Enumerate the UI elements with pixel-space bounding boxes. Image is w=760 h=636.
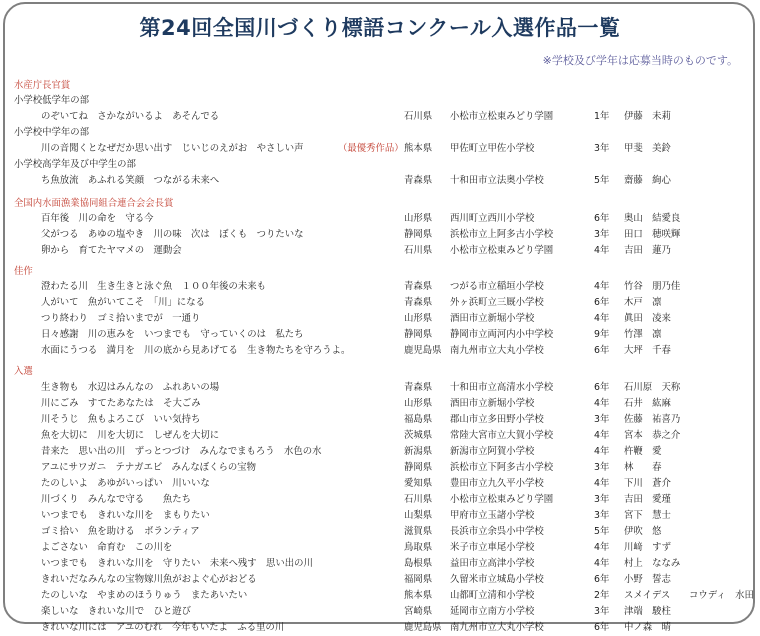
entry-row	[0, 173, 760, 189]
grade: 3年	[594, 606, 610, 617]
slogan-text: よごさない 命育む この川を	[41, 542, 173, 553]
grade: 5年	[594, 526, 610, 537]
school-name: 延岡市立南方小学校	[450, 606, 535, 617]
entry-row	[0, 311, 760, 327]
top-award-tag: （最優秀作品）	[338, 143, 404, 154]
student-name: 木戸 凛	[624, 297, 662, 308]
entry-row	[0, 556, 760, 572]
student-name: 伊吹 悠	[624, 526, 662, 537]
slogan-text: 生き物も 水辺はみんなの ふれあいの場	[41, 382, 220, 393]
entry-row	[0, 343, 760, 359]
grade: 4年	[594, 281, 610, 292]
grade: 3年	[594, 229, 610, 240]
grade: 4年	[594, 542, 610, 553]
award-category	[0, 364, 760, 380]
student-name: 石川原 天称	[624, 382, 681, 393]
student-name: 大坪 千春	[624, 345, 671, 356]
student-name: 林 春	[624, 462, 662, 473]
grade: 1年	[594, 111, 610, 122]
school-name: 酒田市立新堀小学校	[450, 313, 535, 324]
prefecture: 石川県	[404, 494, 433, 505]
grade: 6年	[594, 345, 610, 356]
grade: 4年	[594, 478, 610, 489]
prefecture: 滋賀県	[404, 526, 433, 537]
grade: 6年	[594, 297, 610, 308]
student-name: 吉田 蓮乃	[624, 245, 671, 256]
prefecture: 熊本県	[404, 143, 433, 154]
prefecture: 青森県	[404, 297, 433, 308]
entry-row	[0, 540, 760, 556]
student-name: 津端 駿柱	[624, 606, 671, 617]
grade: 2年	[594, 590, 610, 601]
entry-row	[0, 141, 760, 157]
prefecture: 青森県	[404, 175, 433, 186]
prefecture: 福島県	[404, 414, 433, 425]
school-name: 山都町立清和小学校	[450, 590, 535, 601]
prefecture: 福岡県	[404, 574, 433, 585]
slogan-text: 百年後 川の命を 守る今	[41, 213, 154, 224]
award-category	[0, 264, 760, 280]
school-name: 甲府市立玉諸小学校	[450, 510, 535, 521]
school-name: 浜松市立下阿多古小学校	[450, 462, 554, 473]
prefecture: 鳥取県	[404, 542, 433, 553]
award-category	[0, 196, 760, 212]
entry-row	[0, 243, 760, 259]
school-name: 小松市立松東みどり学園	[450, 111, 554, 122]
slogan-text: 楽しいな きれいな川で ひと遊び	[41, 606, 192, 617]
student-name: 竹澤 凛	[624, 329, 662, 340]
slogan-text: 川づくり みんなで守る 魚たち	[41, 494, 192, 505]
entry-row	[0, 460, 760, 476]
entry-row	[0, 327, 760, 343]
entry-row	[0, 476, 760, 492]
prefecture: 青森県	[404, 382, 433, 393]
entry-row	[0, 211, 760, 227]
school-name: 豊田市立九久平小学校	[450, 478, 544, 489]
division-heading	[0, 125, 760, 141]
student-name: 下川 蒼介	[624, 478, 671, 489]
student-name: 吉田 愛瑾	[624, 494, 671, 505]
prefecture: 山梨県	[404, 510, 433, 521]
grade: 6年	[594, 382, 610, 393]
division-label: 小学校高学年及び中学生の部	[14, 159, 136, 170]
entry-row	[0, 396, 760, 412]
entry-row	[0, 524, 760, 540]
footnote: ※学校及び学年は応募当時のものです。	[542, 54, 738, 67]
prefecture: 熊本県	[404, 590, 433, 601]
student-name: 村上 ななみ	[624, 558, 681, 569]
school-name: 酒田市立新堀小学校	[450, 398, 535, 409]
student-name: 石井 紘麻	[624, 398, 671, 409]
slogan-text: 魚を大切に 川を大切に しぜんを大切に	[41, 430, 220, 441]
student-name: 佐藤 祐喜乃	[624, 414, 681, 425]
entry-row	[0, 227, 760, 243]
grade: 6年	[594, 622, 610, 633]
prefecture: 山形県	[404, 213, 433, 224]
prefecture: 静岡県	[404, 329, 433, 340]
division-label: 小学校低学年の部	[14, 95, 90, 106]
prefecture: 宮崎県	[404, 606, 433, 617]
school-name: 小松市立松東みどり学園	[450, 245, 554, 256]
school-name: 南九州市立大丸小学校	[450, 345, 544, 356]
page-title: 第24回全国川づくり標語コンクール入選作品一覧	[139, 16, 621, 40]
grade: 6年	[594, 213, 610, 224]
entry-row	[0, 572, 760, 588]
student-name: 竹谷 朋乃佳	[624, 281, 681, 292]
slogan-text: きれいな川には アユのむれ 今年もいたよ ふる里の川	[41, 622, 285, 633]
prefecture: 山形県	[404, 398, 433, 409]
student-name: スメイデス コウディ 水田	[624, 590, 754, 601]
school-name: 新潟市立阿賀小学校	[450, 446, 535, 457]
slogan-text: 水面にうつる 満月を 川の底から見あげてる 生き物たちを守ろうよ。	[41, 345, 351, 356]
division-heading	[0, 157, 760, 173]
grade: 4年	[594, 245, 610, 256]
prefecture: 愛知県	[404, 478, 433, 489]
entry-row	[0, 109, 760, 125]
division-heading	[0, 93, 760, 109]
school-name: 静岡市立両河内小中学校	[450, 329, 554, 340]
student-name: 小野 誓志	[624, 574, 671, 585]
prefecture: 茨城県	[404, 430, 433, 441]
prefecture: 石川県	[404, 245, 433, 256]
award-category-label: 水産庁長官賞	[14, 80, 71, 91]
grade: 6年	[594, 574, 610, 585]
school-name: 郡山市立多田野小学校	[450, 414, 544, 425]
grade: 3年	[594, 414, 610, 425]
prefecture: 山形県	[404, 313, 433, 324]
student-name: 奥山 結愛良	[624, 213, 681, 224]
school-name: 西川町立西川小学校	[450, 213, 535, 224]
entry-row	[0, 444, 760, 460]
prefecture: 新潟県	[404, 446, 433, 457]
slogan-text: 日々感謝 川の恵みを いつまでも 守っていくのは 私たち	[41, 329, 304, 340]
grade: 4年	[594, 558, 610, 569]
student-name: 伊藤 未莉	[624, 111, 671, 122]
prefecture: 鹿児島県	[404, 622, 442, 633]
slogan-text: 川の音聞くとなぜだか思い出す じいじのえがお やさしい声	[41, 143, 304, 154]
grade: 4年	[594, 313, 610, 324]
school-name: 浜松市立上阿多古小学校	[450, 229, 554, 240]
student-name: 齋藤 絢心	[624, 175, 671, 186]
student-name: 杵鞭 愛	[624, 446, 662, 457]
school-name: 十和田市立法奥小学校	[450, 175, 544, 186]
grade: 3年	[594, 462, 610, 473]
student-name: 甲斐 美鈴	[624, 143, 671, 154]
student-name: 眞田 凌来	[624, 313, 671, 324]
slogan-text: いつまでも きれいな川を まもりたい	[41, 510, 210, 521]
award-category-label: 全国内水面漁業協同組合連合会会長賞	[14, 198, 174, 209]
entry-row	[0, 492, 760, 508]
student-name: 中ノ森 晴	[624, 622, 671, 633]
school-name: 米子市立車尾小学校	[450, 542, 535, 553]
entry-row	[0, 279, 760, 295]
entry-row	[0, 412, 760, 428]
slogan-text: ゴミ拾い 魚を助ける ボランティア	[41, 526, 200, 537]
slogan-text: いつまでも きれいな川を 守りたい 未来へ残す 思い出の川	[41, 558, 313, 569]
entry-row	[0, 588, 760, 604]
slogan-text: 人がいて 魚がいてこそ 「川」になる	[41, 297, 206, 308]
school-name: 南九州市立大丸小学校	[450, 622, 544, 633]
grade: 4年	[594, 398, 610, 409]
award-category-label: 佳作	[14, 266, 33, 277]
prefecture: 静岡県	[404, 229, 433, 240]
entry-row	[0, 295, 760, 311]
school-name: 小松市立松東みどり学園	[450, 494, 554, 505]
slogan-text: 澄わたる川 生き生きと泳ぐ魚 １００年後の未来も	[41, 281, 267, 292]
grade: 3年	[594, 494, 610, 505]
grade: 3年	[594, 143, 610, 154]
prefecture: 島根県	[404, 558, 433, 569]
slogan-text: たのしいよ あゆがいっぱい 川いいな	[41, 478, 210, 489]
grade: 3年	[594, 510, 610, 521]
entry-row	[0, 604, 760, 620]
slogan-text: アユにサワガニ テナガエビ みんなぼくらの宝物	[41, 462, 256, 473]
prefecture: 石川県	[404, 111, 433, 122]
prefecture: 青森県	[404, 281, 433, 292]
grade: 5年	[594, 175, 610, 186]
entry-row	[0, 508, 760, 524]
school-name: 外ヶ浜町立三厩小学校	[450, 297, 544, 308]
slogan-text: きれいだなみんなの宝物嫁川魚がおよぐ心がおどる	[41, 574, 257, 585]
slogan-text: 父がつる あゆの塩やき 川の味 次は ぼくも つりたいな	[41, 229, 304, 240]
grade: 4年	[594, 446, 610, 457]
school-name: 長浜市立余呉小中学校	[450, 526, 544, 537]
slogan-text: ち魚放流 あふれる笑顔 つながる未来へ	[41, 175, 220, 186]
school-name: 益田市立高津小学校	[450, 558, 535, 569]
award-category	[0, 78, 760, 94]
school-name: 十和田市立高清水小学校	[450, 382, 554, 393]
division-label: 小学校中学年の部	[14, 127, 90, 138]
entry-row	[0, 380, 760, 396]
slogan-text: 卵から 育てたヤマメの 運動会	[41, 245, 182, 256]
prefecture: 静岡県	[404, 462, 433, 473]
slogan-text: のぞいてね さかながいるよ あそんでる	[41, 111, 220, 122]
slogan-text: 昔来た 思い出の川 ずっとつづけ みんなでまもろう 水色の水	[41, 446, 322, 457]
grade: 4年	[594, 430, 610, 441]
grade: 9年	[594, 329, 610, 340]
school-name: 久留米市立城島小学校	[450, 574, 544, 585]
student-name: 宮本 恭之介	[624, 430, 681, 441]
entry-row	[0, 620, 760, 636]
prefecture: 鹿児島県	[404, 345, 442, 356]
school-name: 常陸大宮市立大賀小学校	[450, 430, 554, 441]
slogan-text: たのしいな やまめのほうりゅう またあいたい	[41, 590, 248, 601]
school-name: つがる市立稲垣小学校	[450, 281, 544, 292]
slogan-text: 川にごみ すてたあなたは そ大ごみ	[41, 398, 201, 409]
slogan-text: つり終わり ゴミ拾いまでが 一通り	[41, 313, 201, 324]
entry-row	[0, 428, 760, 444]
student-name: 田口 穂咲輝	[624, 229, 681, 240]
student-name: 川﨑 すず	[624, 542, 671, 553]
school-name: 甲佐町立甲佐小学校	[450, 143, 535, 154]
award-category-label: 入選	[14, 366, 33, 377]
student-name: 宮下 慧士	[624, 510, 671, 521]
slogan-text: 川そうじ 魚もよろこび いい気持ち	[41, 414, 201, 425]
